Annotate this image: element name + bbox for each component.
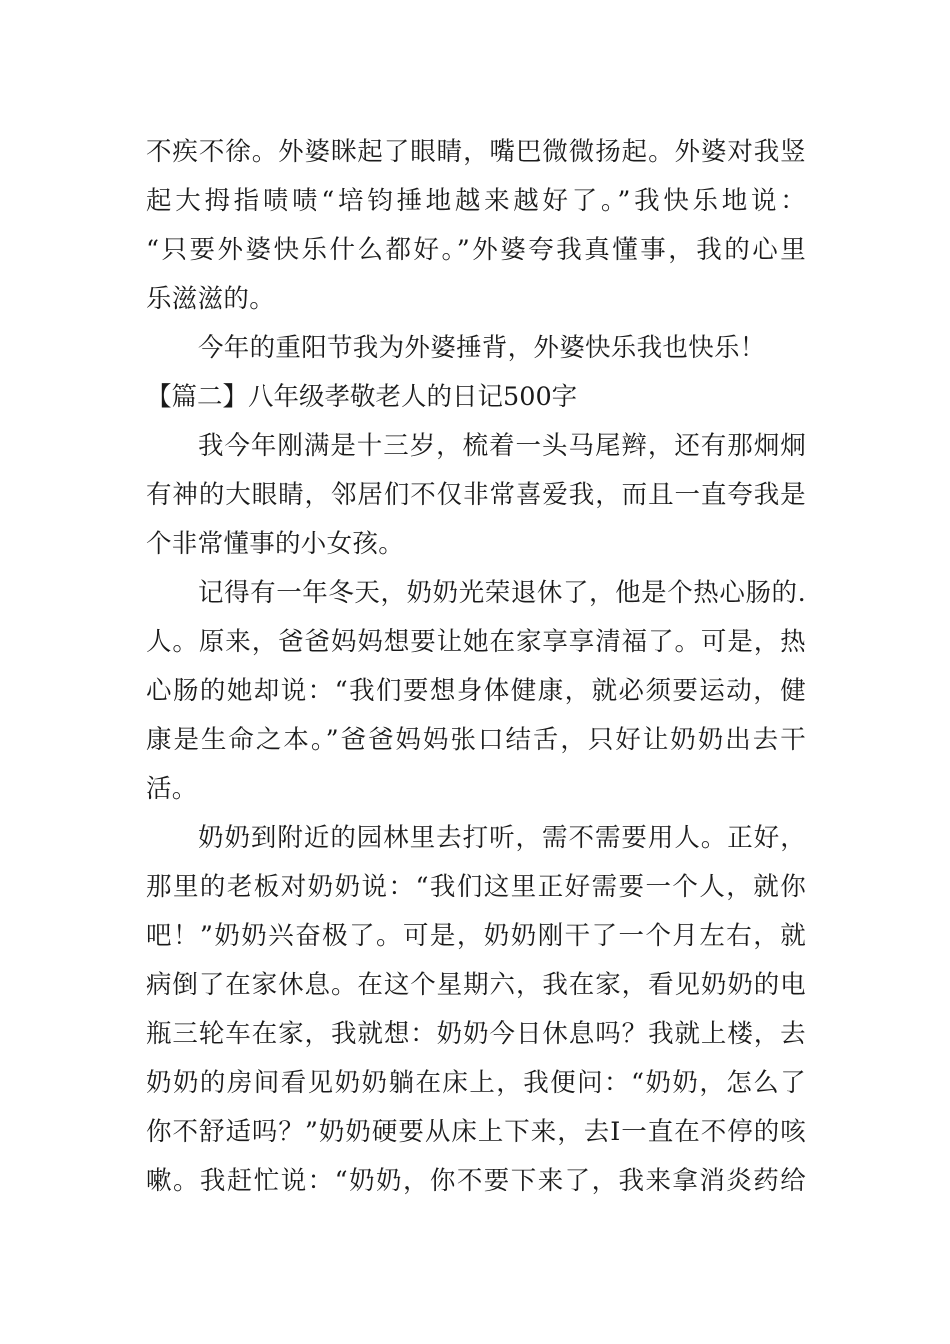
text-line: 奶奶的房间看见奶奶躺在床上，我便问：“奶奶，怎么了 bbox=[146, 1068, 806, 1098]
text-line: 心肠的她却说：“我们要想身体健康，就必须要运动，健 bbox=[146, 676, 806, 706]
text-line: 人。原来，爸爸妈妈想要让她在家享享清福了。可是，热 bbox=[146, 627, 806, 657]
text-line: 起大拇指啧啧“培钧捶地越来越好了。”我快乐地说： bbox=[146, 186, 806, 216]
text-line: 康是生命之本。”爸爸妈妈张口结舌，只好让奶奶出去干 bbox=[146, 725, 806, 755]
text-line: 嗽。我赶忙说：“奶奶，你不要下来了，我来拿消炎药给 bbox=[146, 1166, 806, 1196]
text-line: 病倒了在家休息。在这个星期六，我在家，看见奶奶的电 bbox=[146, 970, 806, 1000]
text-line: 乐滋滋的。 bbox=[146, 284, 276, 314]
text-line: 瓶三轮车在家，我就想：奶奶今日休息吗？我就上楼，去 bbox=[146, 1019, 806, 1049]
text-line: 那里的老板对奶奶说：“我们这里正好需要一个人，就你 bbox=[146, 872, 806, 902]
text-line: 你不舒适吗？”奶奶硬要从床上下来，去I一直在不停的咳 bbox=[146, 1117, 806, 1147]
text-line: 不疾不徐。外婆眯起了眼睛，嘴巴微微扬起。外婆对我竖 bbox=[146, 137, 806, 167]
text-line: 今年的重阳节我为外婆捶背，外婆快乐我也快乐！ bbox=[198, 333, 766, 363]
text-line: 吧！”奶奶兴奋极了。可是，奶奶刚干了一个月左右，就 bbox=[146, 921, 806, 951]
text-line: “只要外婆快乐什么都好。”外婆夸我真懂事，我的心里 bbox=[146, 235, 806, 265]
document-body bbox=[146, 128, 806, 1206]
text-line: 记得有一年冬天，奶奶光荣退休了，他是个热心肠的. bbox=[198, 578, 806, 608]
section-heading: 【篇二】八年级孝敬老人的日记500字 bbox=[146, 382, 578, 412]
text-line: 有神的大眼睛，邻居们不仅非常喜爱我，而且一直夸我是 bbox=[146, 480, 806, 510]
text-line: 活。 bbox=[146, 774, 198, 804]
text-line: 个非常懂事的小女孩。 bbox=[146, 529, 405, 559]
text-line: 奶奶到附近的园林里去打听，需不需要用人。正好， bbox=[198, 823, 806, 853]
text-line: 我今年刚满是十三岁，梳着一头马尾辫，还有那炯炯 bbox=[198, 431, 806, 461]
text-block bbox=[146, 128, 806, 1206]
